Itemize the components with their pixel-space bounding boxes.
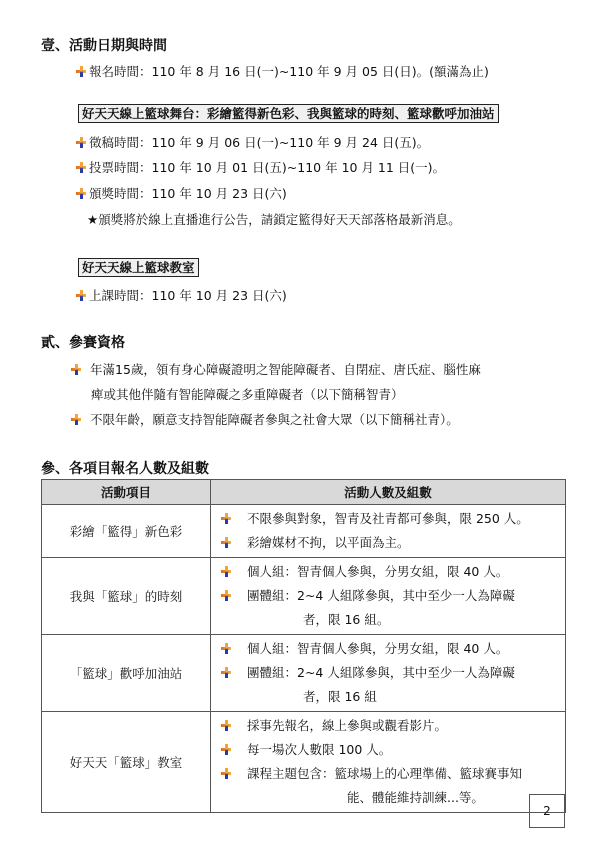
table-row [42, 505, 566, 558]
class-title: 好天天線上籃球教室 [78, 258, 199, 276]
detail-line: 彩繪媒材不拘，以平面為主。 [217, 531, 561, 555]
bullet-icon [221, 537, 232, 548]
row-detail [211, 712, 566, 813]
table-row [42, 635, 566, 712]
detail-line: 採事先報名，線上參與或觀看影片。 [217, 714, 561, 738]
bullet-icon [221, 768, 232, 779]
detail-line: 個人組：智青個人參與，分男女組，限 40 人。 [217, 560, 561, 584]
detail-line: 課程主題包含：籃球場上的心理準備、籃球賽事知 [217, 762, 561, 786]
bullet-icon [71, 414, 82, 425]
eligibility-item-1: 年滿15歲，領有身心障礙證明之智能障礙者、自閉症、唐氏症、腦性麻 [71, 360, 481, 378]
submission-time: 徵稿時間：110 年 9 月 06 日(一)~110 年 9 月 24 日(五)。 [76, 133, 429, 151]
section1-heading: 壹、活動日期與時間 [41, 38, 167, 54]
bullet-icon [221, 720, 232, 731]
row-item-name: 我與「籃球」的時刻 [42, 558, 211, 635]
detail-line-cont: 能、體能維持訓練...等。 [347, 790, 484, 805]
bullet-icon [221, 590, 232, 601]
registration-table [41, 479, 566, 813]
detail-line-cont: 者，限 16 組。 [303, 612, 390, 627]
row-item-name: 彩繪「籃得」新色彩 [42, 505, 211, 558]
col-header-detail: 活動人數及組數 [211, 480, 566, 505]
detail-line: 團體組：2~4 人組隊參與，其中至少一人為障礙 [217, 661, 561, 685]
bullet-icon [221, 667, 232, 678]
detail-line: 不限參與對象，智青及社青都可參與，限 250 人。 [217, 507, 561, 531]
bullet-icon [76, 66, 87, 77]
registration-time: 報名時間：110 年 8 月 16 日(一)~110 年 9 月 05 日(日)。(額滿為止) [76, 62, 489, 80]
table-header-row [42, 480, 566, 505]
bullet-icon [221, 566, 232, 577]
bullet-icon [76, 137, 87, 148]
row-detail [211, 505, 566, 558]
page-number: 2 [529, 794, 565, 828]
detail-line: 團體組：2~4 人組隊參與，其中至少一人為障礙 [217, 584, 561, 608]
detail-line: 每一場次人數限 100 人。 [217, 738, 561, 762]
bullet-icon [76, 162, 87, 173]
voting-time: 投票時間：110 年 10 月 01 日(五)~110 年 10 月 11 日(一)。 [76, 158, 445, 176]
bullet-icon [221, 643, 232, 654]
class-time: 上課時間：110 年 10 月 23 日(六) [76, 286, 287, 304]
bullet-icon [76, 290, 87, 301]
row-detail [211, 635, 566, 712]
award-time: 頒獎時間：110 年 10 月 23 日(六) [76, 184, 287, 202]
bullet-icon [76, 188, 87, 199]
bullet-icon [71, 364, 82, 375]
col-header-item: 活動項目 [42, 480, 211, 505]
row-item-name: 「籃球」歡呼加油站 [42, 635, 211, 712]
table-row [42, 558, 566, 635]
section2-heading: 貳、參賽資格 [41, 335, 125, 351]
bullet-icon [221, 744, 232, 755]
eligibility-item-2: 不限年齡，願意支持智能障礙者參與之社會大眾（以下簡稱社青）。 [71, 410, 459, 428]
row-item-name: 好天天「籃球」教室 [42, 712, 211, 813]
detail-line-cont: 者，限 16 組 [303, 689, 377, 704]
table-row [42, 712, 566, 813]
bullet-icon [221, 513, 232, 524]
row-detail [211, 558, 566, 635]
section3-heading: 參、各項目報名人數及組數 [41, 461, 209, 477]
stage-title: 好天天線上籃球舞台：彩繪籃得新色彩、我與籃球的時刻、籃球歡呼加油站 [78, 104, 499, 122]
detail-line: 個人組：智青個人參與，分男女組，限 40 人。 [217, 637, 561, 661]
award-note: ★頒獎將於線上直播進行公告，請鎖定籃得好天天部落格最新消息。 [87, 212, 461, 227]
eligibility-item-1-cont: 痺或其他伴隨有智能障礙之多重障礙者（以下簡稱智青） [91, 387, 404, 402]
